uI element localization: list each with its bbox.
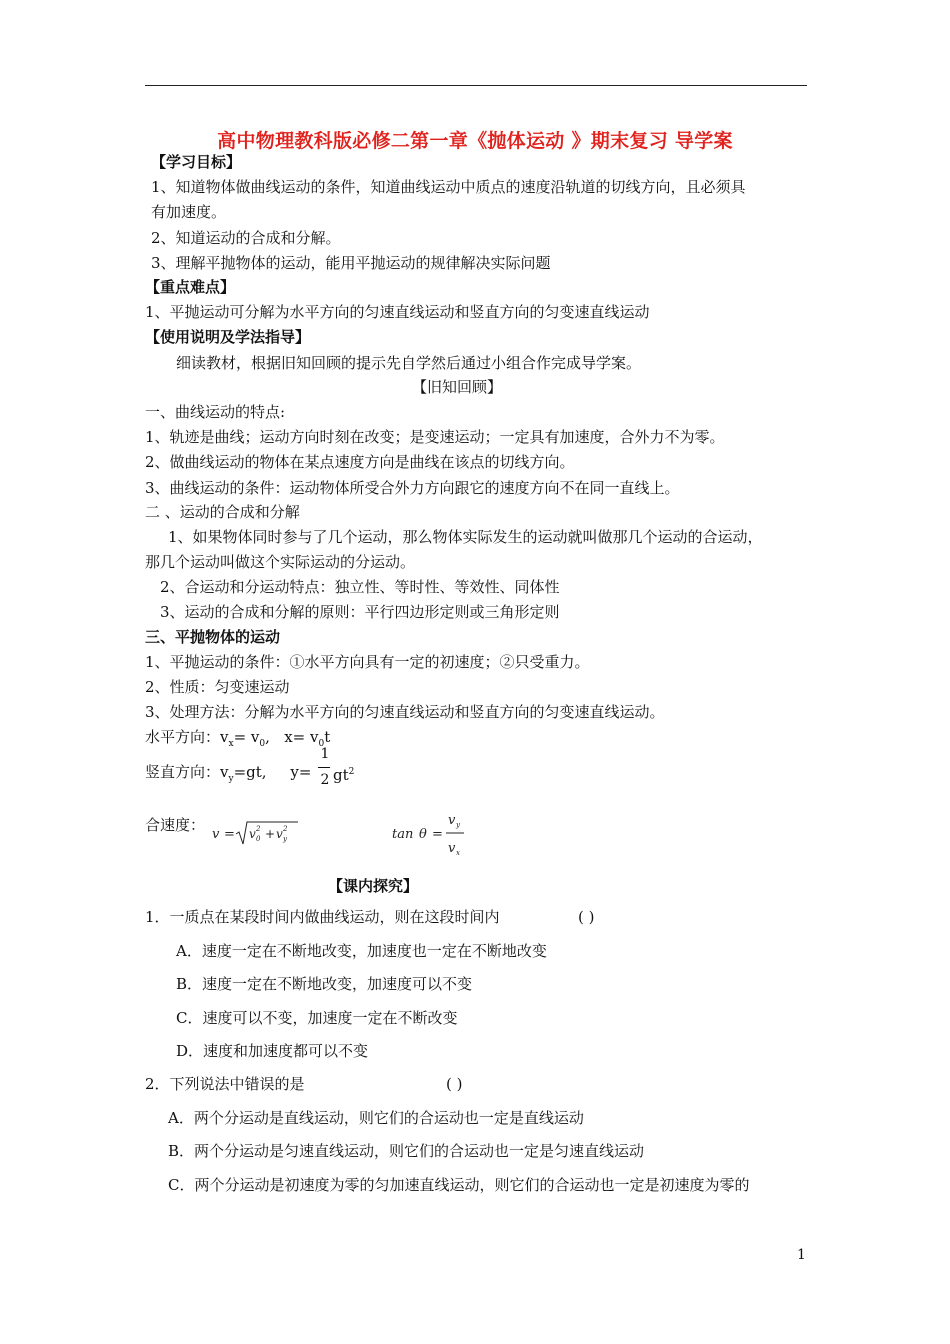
section-explore: 【课内探究】 (328, 877, 419, 895)
horizontal-formula (145, 727, 330, 754)
svg-text:v: v (249, 827, 256, 841)
goal-2: 2、知道运动的合成和分解。 (151, 229, 341, 247)
review-2-item3: 3、运动的合成和分解的原则：平行四边形定则或三角形定则 (160, 603, 560, 621)
tan-theta-formula (392, 810, 472, 866)
svg-text:v: v (448, 841, 456, 856)
svg-text:x: x (456, 849, 460, 857)
svg-text:2: 2 (283, 825, 288, 833)
question-2-option-c: C．两个分运动是初速度为零的匀加速直线运动，则它们的合运动也一定是初速度为零的 (168, 1176, 750, 1194)
resultant-velocity-label: 合速度： (145, 816, 206, 834)
guide-text: 细读教材，根据旧知回顾的提示先自学然后通过小组合作完成导学案。 (176, 354, 642, 372)
review-2-item1-line2: 那几个运动叫做这个实际运动的分运动。 (145, 553, 416, 571)
question-2-option-a: A．两个分运动是直线运动，则它们的合运动也一定是直线运动 (168, 1109, 584, 1127)
vertical-formula (145, 762, 311, 789)
question-2-answer-blank: ( ) (446, 1075, 463, 1093)
horizontal-label: 水平方向： (145, 728, 221, 746)
svg-text:+: + (265, 827, 276, 841)
document-title: 高中物理教科版必修二第一章《抛体运动 》期末复习 导学案 (217, 130, 733, 152)
svg-text:v: v (448, 813, 456, 828)
review-1-heading: 一、曲线运动的特点: (145, 403, 286, 421)
review-1-item3: 3、曲线运动的条件：运动物体所受合外力方向跟它的速度方向不在同一直线上。 (145, 479, 680, 497)
question-1: 1．一质点在某段时间内做曲线运动，则在这段时间内 (145, 908, 500, 926)
review-3-item1: 1、平抛运动的条件：①水平方向具有一定的初速度；②只受重力。 (145, 653, 590, 671)
goal-1-line1: 1、知道物体做曲线运动的条件，知道曲线运动中质点的速度沿轨道的切线方向，且必须具 (151, 178, 746, 196)
svg-text:2: 2 (256, 825, 261, 833)
key-point-1: 1、平抛运动可分解为水平方向的匀速直线运动和竖直方向的匀变速直线运动 (145, 303, 650, 321)
vertical-velocity-eq: $v_y=gt$, y= (220, 763, 312, 784)
review-2-item2: 2、合运动和分运动特点：独立性、等时性、等效性、同体性 (160, 578, 560, 596)
sqrt-formula-svg (212, 820, 302, 850)
review-3-item3: 3、处理方法：分解为水平方向的匀速直线运动和竖直方向的匀变速直线运动。 (145, 703, 665, 721)
svg-text:y: y (456, 821, 460, 829)
fraction-denominator: 2 (320, 772, 330, 788)
review-1-item2: 2、做曲线运动的物体在某点速度方向是曲线在该点的切线方向。 (145, 453, 575, 471)
question-1-answer-blank: ( ) (578, 908, 595, 926)
section-review: 【旧知回顾】 (412, 378, 503, 396)
header-rule (145, 85, 807, 86)
svg-text:y: y (283, 835, 287, 843)
section-guide: 【使用说明及学法指导】 (145, 328, 311, 346)
review-3-heading: 三、平抛物体的运动 (145, 628, 281, 646)
goal-3: 3、理解平抛物体的运动，能用平抛运动的规律解决实际问题 (151, 254, 551, 272)
review-1-item1: 1、轨迹是曲线；运动方向时刻在改变；是变速运动；一定具有加速度，合外力不为零。 (145, 428, 725, 446)
review-2-heading: 二 、运动的合成和分解 (145, 503, 300, 521)
page-number: 1 (797, 1247, 806, 1263)
resultant-velocity-formula (212, 820, 302, 854)
vertical-gt2: $gt^2$ (333, 766, 355, 784)
vertical-label: 竖直方向： (145, 763, 221, 781)
review-3-item2: 2、性质：匀变速运动 (145, 678, 290, 696)
question-1-option-c: C．速度可以不变，加速度一定在不断改变 (176, 1009, 458, 1027)
question-1-option-b: B．速度一定在不断地改变，加速度可以不变 (176, 975, 473, 993)
question-1-option-a: A．速度一定在不断地改变，加速度也一定在不断地改变 (176, 942, 547, 960)
svg-text:=: = (432, 827, 443, 842)
svg-text:v: v (212, 827, 220, 842)
horizontal-equations: $v_x= v_0$, $x= v_0t$ (220, 728, 331, 749)
question-2: 2．下列说法中错误的是 (145, 1075, 305, 1093)
section-key-points: 【重点难点】 (145, 278, 236, 296)
section-goals: 【学习目标】 (151, 153, 242, 171)
goal-1-line2: 有加速度。 (151, 203, 227, 221)
review-2-item1-line1: 1、如果物体同时参与了几个运动，那么物体实际发生的运动就叫做那几个运动的合运动， (168, 528, 763, 546)
question-2-option-b: B．两个分运动是匀速直线运动，则它们的合运动也一定是匀速直线运动 (168, 1142, 645, 1160)
fraction-bar (318, 767, 330, 768)
svg-text:=: = (224, 827, 235, 842)
svg-text:tan: tan (392, 827, 414, 842)
svg-text:θ: θ (419, 827, 427, 842)
svg-text:v: v (276, 827, 283, 841)
fraction-numerator: 1 (320, 746, 330, 762)
tan-formula-svg (392, 810, 472, 862)
question-1-option-d: D．速度和加速度都可以不变 (176, 1042, 369, 1060)
svg-text:0: 0 (256, 835, 261, 843)
